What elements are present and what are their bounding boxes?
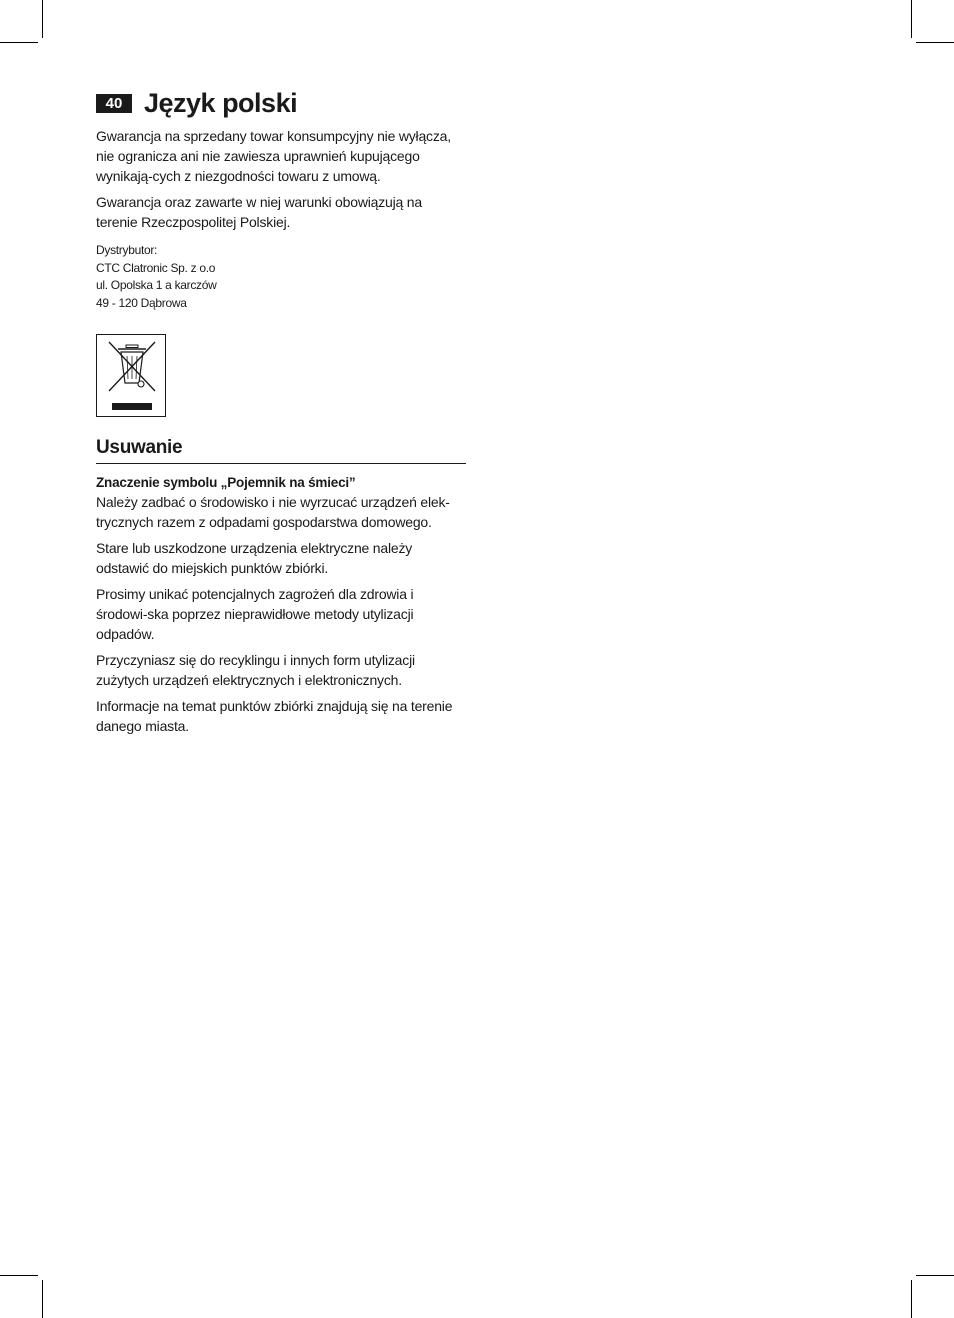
warranty-section — [96, 126, 466, 232]
disposal-paragraph: Przyczyniasz się do recyklingu i innych form utylizacji zużytych urządzeń elektrycznych i elektronicznych. — [96, 652, 415, 688]
distributor-line: CTC Clatronic Sp. z o.o — [96, 260, 216, 275]
crop-mark — [42, 0, 43, 38]
disposal-paragraph: Prosimy unikać potencjalnych zagrożeń dla zdrowia i środowi-ska poprzez nieprawidłowe metody utylizacji odpadów. — [96, 586, 414, 642]
page-header — [96, 86, 466, 120]
symbol-meaning-subheading: Znaczenie symbolu „Pojemnik na śmieci” — [96, 475, 356, 490]
page-content — [96, 86, 466, 742]
disposal-paragraph: Informacje na temat punktów zbiórki znajdują się na terenie danego miasta. — [96, 698, 453, 734]
warranty-paragraph: Gwarancja na sprzedany towar konsumpcyjny nie wyłącza, nie ogranicza ani nie zawiesza uprawnień kupującego wynikają-cych z niezgodności towaru z umową. — [96, 128, 451, 184]
crop-mark — [911, 0, 912, 38]
distributor-line: 49 - 120 Dąbrowa — [96, 295, 187, 310]
warranty-paragraph: Gwarancja oraz zawarte w niej warunki obowiązują na terenie Rzeczpospolitej Polskiej. — [96, 194, 422, 230]
crop-mark — [911, 1280, 912, 1318]
disposal-section — [96, 492, 466, 736]
distributor-line: ul. Opolska 1 a karczów — [96, 278, 217, 292]
crop-mark — [42, 1280, 43, 1318]
page-title: Język polski — [144, 87, 298, 118]
crop-mark — [916, 1275, 954, 1276]
crop-mark — [0, 42, 38, 43]
crossed-out-wheelie-bin-icon — [96, 334, 166, 417]
distributor-address — [96, 242, 466, 312]
disposal-paragraph: Stare lub uszkodzone urządzenia elektryczne należy odstawić do miejskich punktów zbiórki. — [96, 540, 413, 576]
crop-mark — [0, 1275, 38, 1276]
disposal-heading: Usuwanie — [96, 437, 466, 464]
disposal-paragraph: Należy zadbać o środowisko i nie wyrzucać urządzeń elek-trycznych razem z odpadami gospodarstwa domowego. — [96, 494, 450, 530]
crop-mark — [916, 42, 954, 43]
page-number: 40 — [96, 94, 132, 113]
distributor-line: Dystrybutor: — [96, 243, 158, 257]
